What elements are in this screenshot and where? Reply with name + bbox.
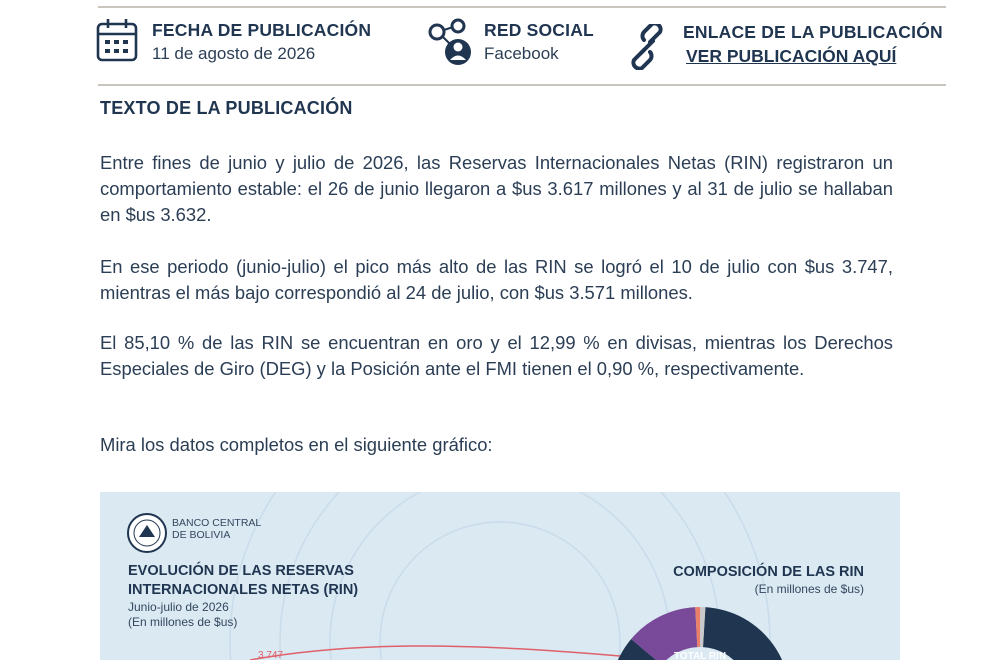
social-network-icon [428,18,474,68]
publication-link-block [626,14,946,76]
infographic [100,492,900,660]
social-network-block [428,14,618,76]
social-network-title: RED SOCIAL [484,20,594,40]
section-title: TEXTO DE LA PUBLICACIÓN [100,98,353,118]
bank-name: BANCO CENTRAL DE BOLIVIA [172,517,261,541]
rin-evolution-title: EVOLUCIÓN DE LAS RESERVAS INTERNACIONALES NETAS (RIN) [128,563,359,598]
paragraph-3: El 85,10 % de las RIN se encuentran en oro y el 12,99 % en divisas, mientras los Derechos Especiales de Giro (DEG) y la Posición ante el FMI tienen el 0,90 %, respectivamente. [100,332,893,379]
header-rule [98,84,946,86]
link-icon [626,24,670,70]
rin-evolution-unit: (En millones de $us) [128,615,238,629]
publication-date-title: FECHA DE PUBLICACIÓN [152,20,372,40]
rin-evolution-period: Junio-julio de 2026 [128,600,229,614]
publication-date-block [96,14,396,76]
social-network-value: Facebook [484,44,559,63]
peak-value-label: 3.747 [258,650,284,660]
view-publication-link[interactable]: VER PUBLICACIÓN AQUÍ [686,46,897,66]
rin-composition-unit: (En millones de $us) [754,582,864,596]
paragraph-2: En ese periodo (junio-julio) el pico más alto de las RIN se logró el 10 de julio con $us 3.747, mientras el más bajo correspondió al 24 de julio, con $us 3.571 millones. [100,256,893,303]
publication-date-value: 11 de agosto de 2026 [152,44,316,63]
rin-composition-title: COMPOSICIÓN DE LAS RIN [673,564,864,580]
publication-link-title: ENLACE DE LA PUBLICACIÓN [683,22,943,42]
paragraph-4: Mira los datos completos en el siguiente gráfico: [100,434,493,455]
rin-composition-donut [100,492,900,660]
donut-center-label: TOTAL RIN [673,651,727,660]
calendar-icon [96,18,140,64]
paragraph-1: Entre fines de junio y julio de 2026, las Reservas Internacionales Netas (RIN) registraron un comportamiento estable: el 26 de junio llegaron a $us 3.617 millones y al 31 de julio se hallaban en $us 3.632. [100,152,893,225]
top-rule [98,6,946,8]
